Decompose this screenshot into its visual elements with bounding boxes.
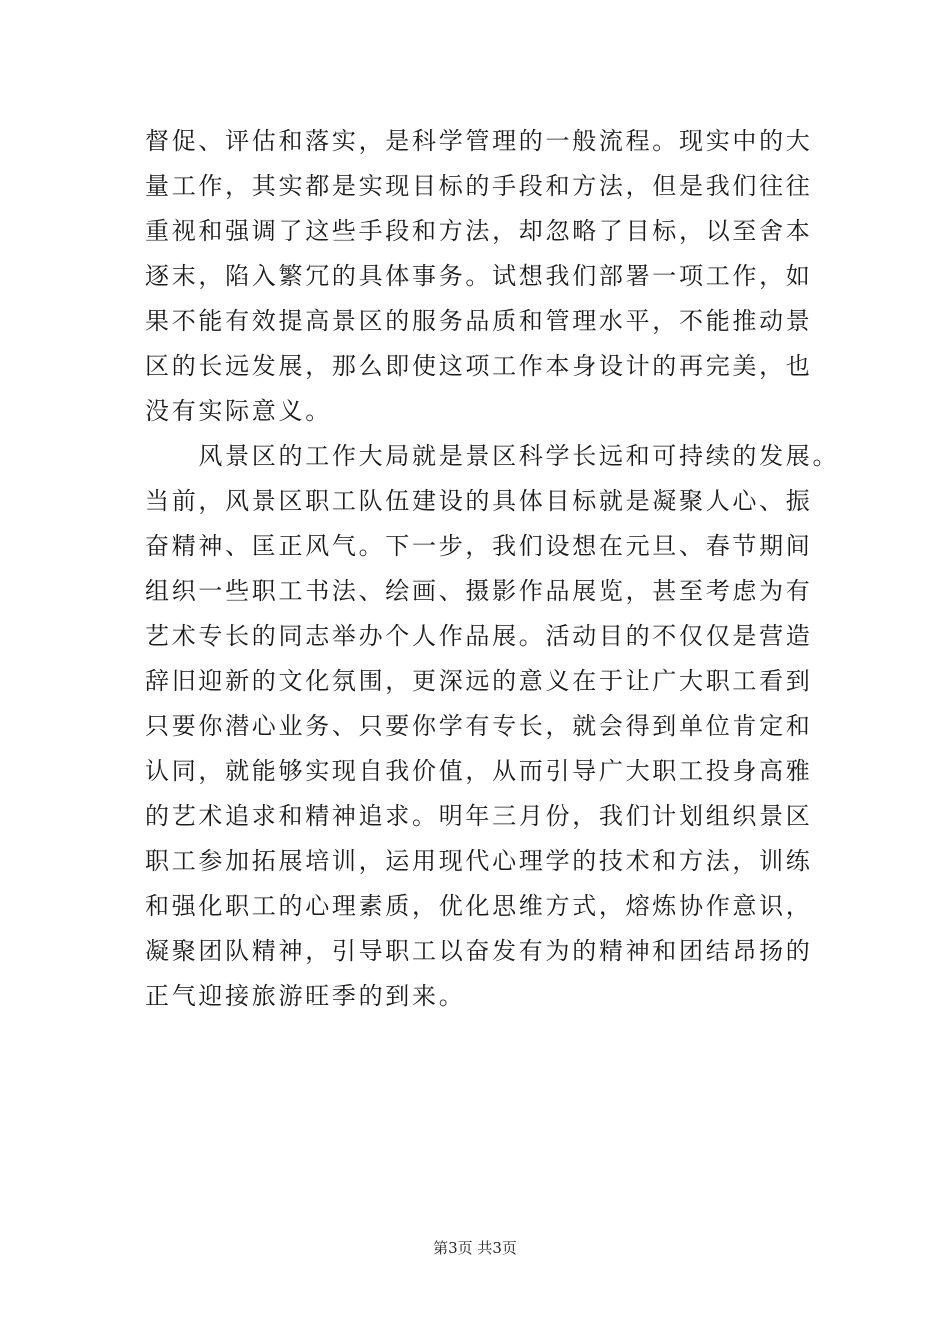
body-line: 正气迎接旅游旺季的到来。 [145, 982, 466, 1010]
body-line: 只要你潜心业务、只要你学有专长，就会得到单位肯定和 [145, 712, 813, 740]
body-line: 认同，就能够实现自我价值，从而引导广大职工投身高雅 [145, 757, 813, 785]
body-line: 当前，风景区职工队伍建设的具体目标就是凝聚人心、振 [145, 487, 813, 515]
body-line: 区的长远发展，那么即使这项工作本身设计的再完美，也 [145, 352, 813, 380]
body-line: 奋精神、匡正风气。下一步，我们设想在元旦、春节期间 [145, 532, 813, 560]
body-line: 组织一些职工书法、绘画、摄影作品展览，甚至考虑为有 [145, 577, 813, 605]
body-line: 辞旧迎新的文化氛围，更深远的意义在于让广大职工看到 [145, 667, 813, 695]
body-line: 重视和强调了这些手段和方法，却忽略了目标，以至舍本 [145, 217, 813, 245]
body-line: 逐末，陷入繁冗的具体事务。试想我们部署一项工作，如 [145, 262, 813, 290]
body-line: 凝聚团队精神，引导职工以奋发有为的精神和团结昂扬的 [145, 937, 813, 965]
body-line: 果不能有效提高景区的服务品质和管理水平，不能推动景 [145, 307, 813, 335]
body-line: 和强化职工的心理素质，优化思维方式，熔炼协作意识， [145, 892, 813, 920]
body-line: 督促、评估和落实，是科学管理的一般流程。现实中的大 [145, 127, 813, 155]
body-line: 没有实际意义。 [145, 397, 332, 425]
body-line: 量工作，其实都是实现目标的手段和方法，但是我们往往 [145, 172, 813, 200]
body-line: 艺术专长的同志举办个人作品展。活动目的不仅仅是营造 [145, 622, 813, 650]
page-number-footer: 第3页 共3页 [433, 1239, 517, 1257]
body-line: 职工参加拓展培训，运用现代心理学的技术和方法，训练 [145, 847, 813, 875]
body-line: 风景区的工作大局就是景区科学长远和可持续的发展。 [145, 442, 840, 470]
body-line: 的艺术追求和精神追求。明年三月份，我们计划组织景区 [145, 802, 813, 830]
